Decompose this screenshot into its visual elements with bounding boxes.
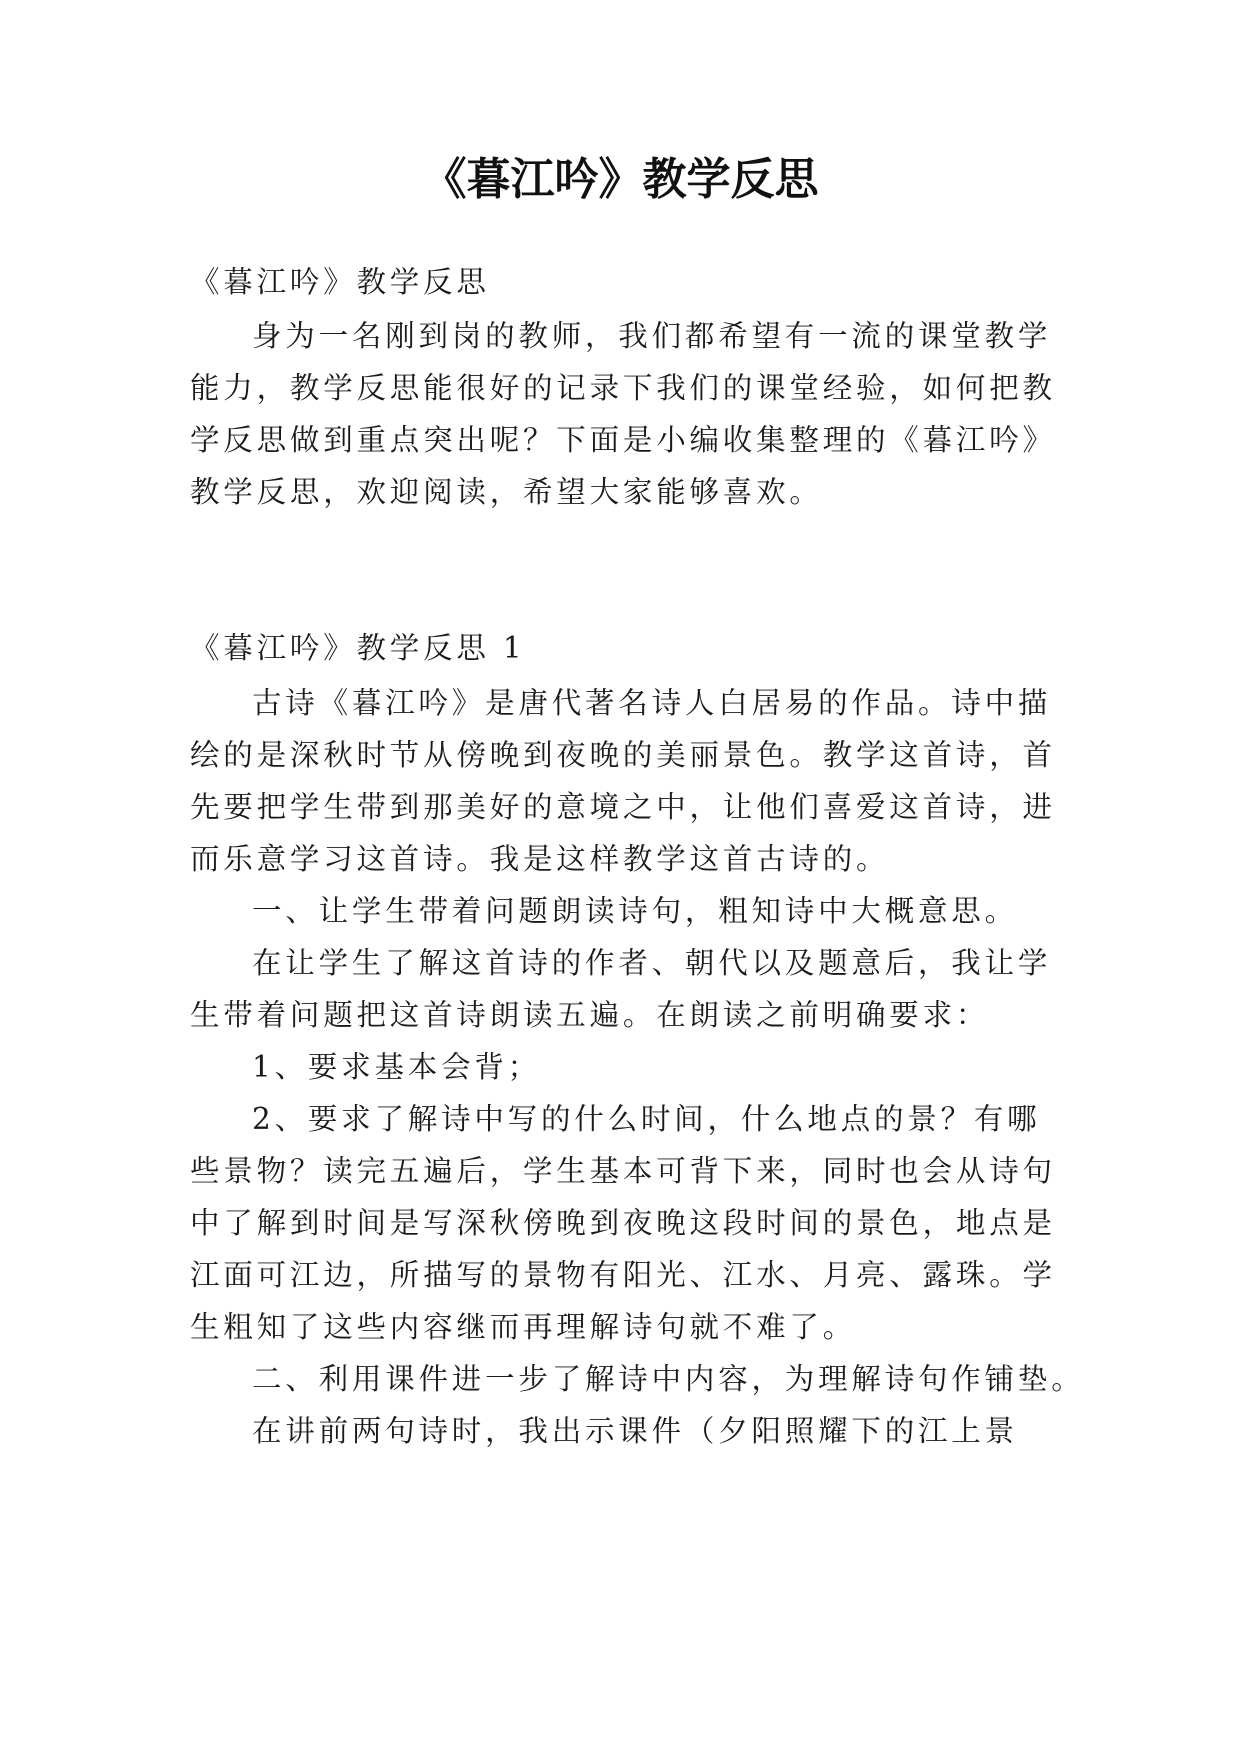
document-title: 《暮江吟》教学反思 [422,154,819,205]
body-line: 中了解到时间是写深秋傍晚到夜晚这段时间的景色，地点是 [190,1206,1056,1240]
body-line: 江面可江边，所描写的景物有阳光、江水、月亮、露珠。学 [190,1258,1056,1292]
body-line: 些景物？读完五遍后，学生基本可背下来，同时也会从诗句 [190,1154,1056,1188]
subtitle: 《暮江吟》教学反思 [190,265,490,299]
body-line: 在讲前两句诗时，我出示课件（夕阳照耀下的江上景 [252,1414,1018,1448]
intro-line: 学反思做到重点突出呢？下面是小编收集整理的《暮江吟》 [190,423,1056,457]
section-heading: 《暮江吟》教学反思 1 [190,631,526,665]
body-line: 先要把学生带到那美好的意境之中，让他们喜爱这首诗，进 [190,790,1056,824]
body-line: 古诗《暮江吟》是唐代著名诗人白居易的作品。诗中描 [252,686,1052,720]
body-line: 2、要求了解诗中写的什么时间，什么地点的景？有哪 [252,1102,1041,1136]
body-line: 二、利用课件进一步了解诗中内容，为理解诗句作铺垫。 [252,1362,1085,1396]
body-line: 一、让学生带着问题朗读诗句，粗知诗中大概意思。 [252,894,1018,928]
intro-line: 身为一名刚到岗的教师，我们都希望有一流的课堂教学 [252,319,1052,353]
intro-line: 教学反思，欢迎阅读，希望大家能够喜欢。 [190,475,823,509]
body-line: 1、要求基本会背； [252,1050,541,1084]
intro-line: 能力，教学反思能很好的记录下我们的课堂经验，如何把教 [190,371,1056,405]
body-line: 生粗知了这些内容继而再理解诗句就不难了。 [190,1310,857,1344]
body-line: 生带着问题把这首诗朗读五遍。在朗读之前明确要求： [190,998,990,1032]
body-line: 而乐意学习这首诗。我是这样教学这首古诗的。 [190,842,890,876]
body-line: 绘的是深秋时节从傍晚到夜晚的美丽景色。教学这首诗，首 [190,738,1056,772]
body-line: 在让学生了解这首诗的作者、朝代以及题意后，我让学 [252,946,1052,980]
